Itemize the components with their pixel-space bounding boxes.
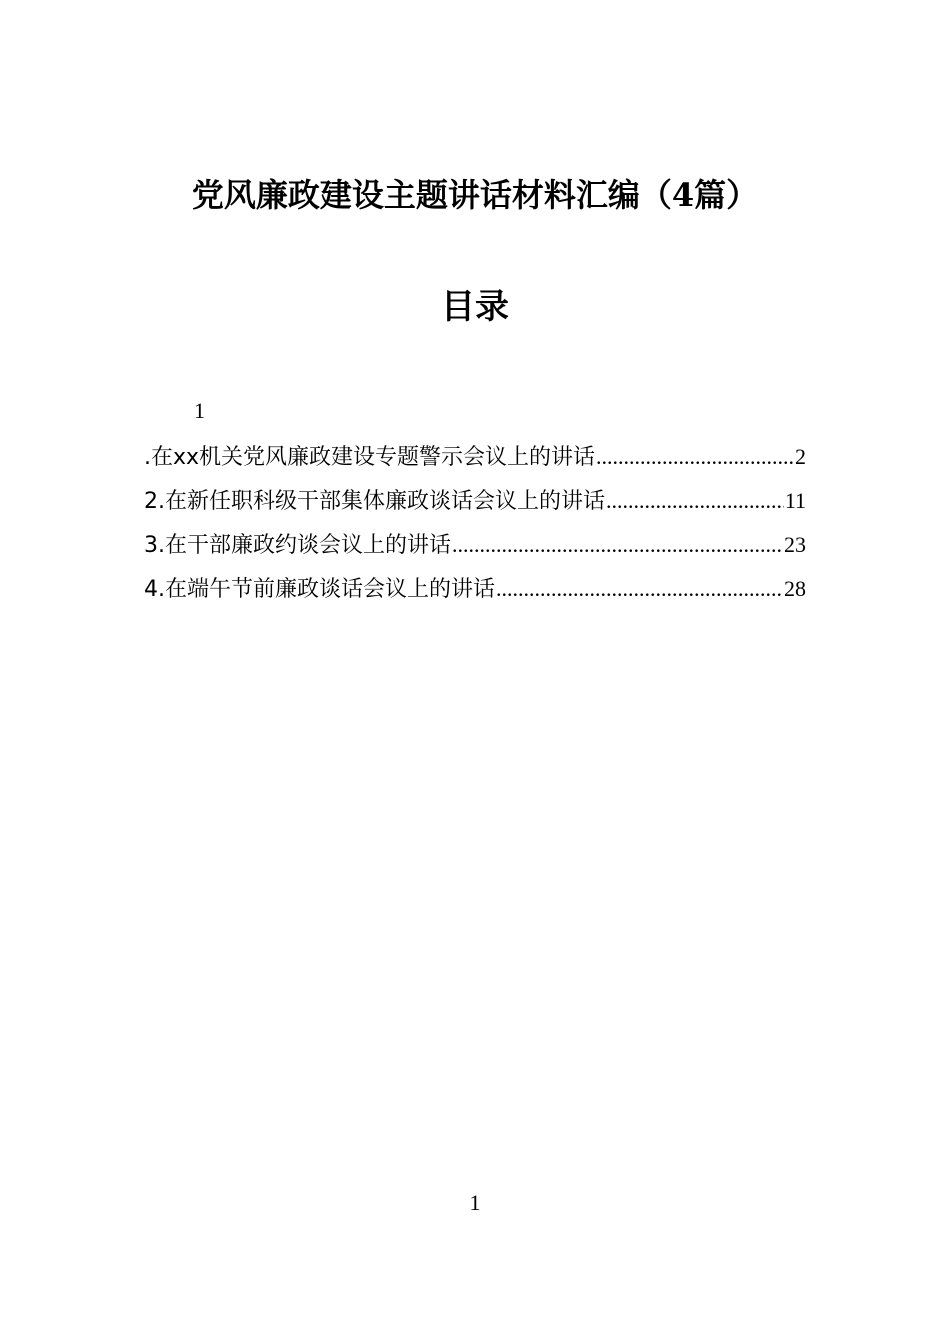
toc-entry-label: 2.在新任职科级干部集体廉政谈话会议上的讲话 [144, 489, 605, 514]
page-number: 1 [469, 1190, 481, 1215]
toc-leader-dots [452, 528, 783, 562]
table-of-contents [144, 440, 806, 616]
toc-leader-dots [606, 484, 784, 518]
toc-entry-3[interactable] [144, 528, 806, 572]
toc-entry-label: 3.在干部廉政约谈会议上的讲话 [144, 533, 451, 558]
toc-entry-page: 28 [784, 576, 806, 601]
toc-entry-4[interactable] [144, 572, 806, 616]
toc-entry-1[interactable] [144, 440, 806, 484]
toc-entry-page: 2 [795, 444, 806, 469]
toc-stray-number: 1 [194, 398, 205, 423]
toc-entry-2[interactable] [144, 484, 806, 528]
toc-entry-page: 11 [784, 488, 806, 513]
toc-entry-page: 23 [784, 532, 806, 557]
toc-leader-dots [496, 572, 783, 606]
toc-entry-label: 4.在端午节前廉政谈话会议上的讲话 [144, 577, 495, 602]
toc-heading: 目录 [441, 287, 509, 327]
toc-leader-dots [596, 440, 794, 474]
toc-entry-label: .在xx机关党风廉政建设专题警示会议上的讲话 [144, 445, 596, 470]
document-title: 党风廉政建设主题讲话材料汇编（4篇） [191, 176, 759, 214]
